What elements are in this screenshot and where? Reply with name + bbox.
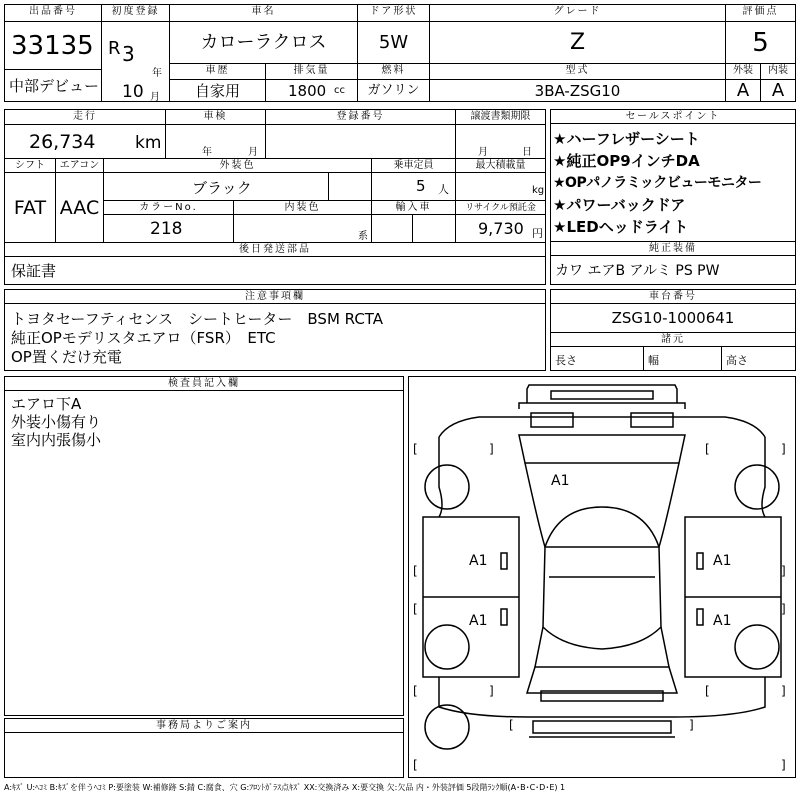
grade: Z [429, 21, 725, 63]
caution-line: OP置くだけ充電 [11, 348, 122, 366]
fuel: ガソリン [357, 79, 429, 101]
max-load-cell [455, 172, 545, 200]
mileage-cell [5, 124, 165, 158]
height-cell [721, 346, 795, 370]
month: 10 [122, 82, 144, 101]
interior-color-header: 内装色 [233, 200, 371, 214]
sales-point: ★OPパノラミックビューモニター [553, 175, 762, 191]
exterior-color-header: 外装色 [103, 158, 371, 172]
exterior-color-divider [328, 173, 330, 200]
color-no-header: カラーNo. [103, 200, 233, 214]
left-front-fender [439, 437, 442, 517]
car-name: カローラクロス [169, 21, 357, 63]
right-front-handle [697, 553, 703, 569]
capacity-header: 乗車定員 [371, 158, 455, 172]
bracket: ] [781, 564, 786, 578]
length-label: 長さ [555, 354, 577, 367]
color-no: 218 [150, 219, 183, 239]
hood-outline [519, 435, 685, 463]
era: R [108, 38, 121, 59]
sales-point: ★LEDヘッドライト [553, 218, 689, 236]
mileage-unit: km [135, 133, 162, 153]
color-no-cell [103, 214, 233, 242]
history-header: 車歴 [169, 63, 265, 79]
import-cell [371, 214, 455, 242]
recycle: 9,730 [478, 219, 524, 238]
wheel-spare [425, 705, 469, 749]
bracket: [ [413, 684, 418, 698]
inspector-line: 外装小傷有り [11, 413, 102, 431]
ac-header: エアコン [55, 158, 103, 172]
chassis-box [550, 289, 796, 371]
interior-suffix: 系 [358, 231, 368, 242]
inspection-year-unit: 年 [202, 147, 212, 158]
bracket: ] [781, 684, 786, 698]
left-rear-handle [501, 609, 507, 625]
front-bumper-outline [527, 385, 677, 403]
bracket: [ [705, 684, 710, 698]
inspection-header: 車検 [165, 110, 265, 124]
fuel-header: 燃料 [357, 63, 429, 79]
transfer-header: 譲渡書類期限 [455, 110, 545, 124]
capacity-cell [371, 172, 455, 200]
later-parts: 保証書 [5, 256, 545, 284]
plate-header: 登録番号 [265, 110, 455, 124]
header-table [4, 4, 796, 102]
first-reg-header: 初度登録 [101, 5, 169, 21]
bracket: [ [413, 442, 418, 456]
damage-label: A1 [469, 613, 488, 629]
front-body-curve [439, 417, 765, 437]
sales-point: ★純正OP9インチDA [553, 152, 700, 170]
shift: FAT [5, 172, 55, 242]
height-label: 高さ [726, 354, 748, 367]
bracket: ] [489, 442, 494, 456]
exterior-color: ブラック [192, 179, 252, 197]
exterior-grade: A [725, 79, 760, 101]
inspection-month-unit: 月 [248, 147, 258, 158]
bracket: [ [413, 564, 418, 578]
equipment-box [550, 241, 796, 285]
rear-body-curve [439, 677, 765, 717]
office-header: 事務局よりご案内 [5, 719, 403, 733]
grade-header: グレード [429, 5, 725, 21]
door-header: ドア形状 [357, 5, 429, 21]
mileage-header: 走行 [73, 111, 97, 122]
recycle-unit: 円 [532, 227, 543, 240]
exterior-grade-header: 外装 [725, 63, 760, 79]
headlight-right [631, 413, 673, 427]
wheel-rear-right [735, 625, 779, 669]
displacement-unit: cc [334, 85, 345, 96]
bracket: ] [781, 602, 786, 616]
equipment-header: 純正装備 [551, 242, 795, 256]
shift-header: シフト [5, 158, 55, 172]
wheel-rear-left [425, 625, 469, 669]
front-bumper-lower [519, 403, 685, 409]
windshield-outline [525, 463, 679, 547]
bracket: ] [781, 442, 786, 456]
door: 5W [357, 21, 429, 63]
score: 5 [725, 21, 795, 63]
cautions-box [4, 289, 546, 371]
legend: A:ｷｽﾞ U:ﾍｺﾐ B:ｷｽﾞを伴うﾍｺﾐ P:要塗装 W:補修跡 S:錆 C:腐食、穴 G:ﾌﾛﾝﾄｶﾞﾗｽ点ｷｽﾞ XX:交換済み X:要交換 欠:欠品 内・外装評価 5段階ﾗﾝｸ順(A･B･C･D･E) 1 [4, 783, 566, 792]
cautions-header: 注意事項欄 [5, 290, 545, 304]
caution-line: トヨタセーフティセンス シートヒーター BSM RCTA [11, 310, 384, 328]
width-label: 幅 [648, 354, 659, 367]
inspector-header: 検査員記入欄 [5, 377, 403, 391]
first-reg-cell [101, 21, 169, 101]
grille-outline [551, 391, 653, 399]
interior-grade-header: 内装 [760, 63, 795, 79]
caution-line: 純正OPモデリスタエアロ（FSR） ETC [11, 329, 276, 347]
interior-grade: A [760, 79, 795, 101]
transfer-day-unit: 日 [522, 147, 532, 158]
car-diagram [409, 377, 795, 777]
capacity-unit: 人 [438, 183, 449, 196]
headlight-left [531, 413, 573, 427]
rear-bumper-lower [533, 721, 671, 733]
lot-number: 33135 [5, 21, 101, 69]
wheel-front-left [425, 465, 469, 509]
sales-point: ★ハーフレザーシート [553, 130, 700, 148]
rear-glass-outline [535, 627, 669, 667]
plate-cell [265, 124, 455, 158]
damage-label: A1 [713, 553, 732, 569]
bracket: [ [413, 602, 418, 616]
trunk-outline [527, 667, 677, 693]
recycle-cell [455, 214, 545, 242]
import-header: 輸入車 [371, 200, 455, 214]
width-cell [643, 346, 721, 370]
max-load-header: 最大積載量 [455, 158, 545, 172]
damage-label: A1 [551, 473, 570, 489]
debut-label: 中部デビュー [5, 69, 101, 101]
sales-point: ★パワーバックドア [553, 196, 686, 214]
car-name-header: 車名 [169, 5, 357, 21]
displacement-cell [265, 79, 357, 101]
equipment-value: カワ エアB アルミ PS PW [555, 263, 720, 279]
year-unit: 年 [152, 68, 162, 79]
chassis-number: ZSG10-1000641 [611, 309, 735, 327]
import-divider [412, 215, 414, 242]
damage-label: A1 [469, 553, 488, 569]
bracket: ] [489, 684, 494, 698]
year: 3 [122, 42, 135, 66]
interior-color-cell [233, 214, 371, 242]
later-parts-header: 後日発送部品 [5, 242, 545, 256]
inspector-line: 室内内張傷小 [11, 431, 102, 449]
lot-header: 出品番号 [29, 6, 77, 17]
score-header: 評価点 [725, 5, 795, 21]
bracket: ] [781, 758, 786, 772]
max-load-unit: kg [532, 185, 545, 196]
transfer-month-unit: 月 [478, 147, 488, 158]
bracket: ] [689, 718, 694, 732]
history: 自家用 [169, 79, 265, 101]
chassis-header: 車台番号 [551, 290, 795, 304]
left-front-handle [501, 553, 507, 569]
bracket: [ [413, 758, 418, 772]
specs-header: 諸元 [551, 332, 795, 346]
bracket: [ [705, 442, 710, 456]
model: 3BA-ZSG10 [429, 79, 725, 101]
right-front-fender [762, 437, 765, 517]
office-box [4, 718, 404, 778]
damage-label: A1 [713, 613, 732, 629]
capacity: 5 [416, 177, 426, 195]
transfer-cell [455, 124, 545, 158]
length-cell [551, 346, 643, 370]
exterior-color-cell [103, 172, 371, 200]
diagram-box [408, 376, 796, 778]
inspector-box [4, 376, 404, 716]
details-table [4, 109, 546, 285]
model-header: 型式 [429, 63, 725, 79]
recycle-header: リサイクル預託金 [455, 200, 545, 214]
wheel-front-right [735, 465, 779, 509]
bracket: [ [509, 718, 514, 732]
displacement: 1800 [288, 82, 327, 100]
mileage: 26,734 [29, 131, 96, 153]
inspection-cell [165, 124, 265, 158]
right-rear-handle [697, 609, 703, 625]
sales-box [550, 109, 796, 242]
inspector-line: エアロ下A [11, 395, 82, 413]
sales-header: セールスポイント [551, 110, 795, 124]
displacement-header: 排気量 [265, 63, 357, 79]
month-unit: 月 [150, 92, 160, 101]
roof-outline [543, 507, 661, 649]
ac: AAC [55, 172, 103, 242]
